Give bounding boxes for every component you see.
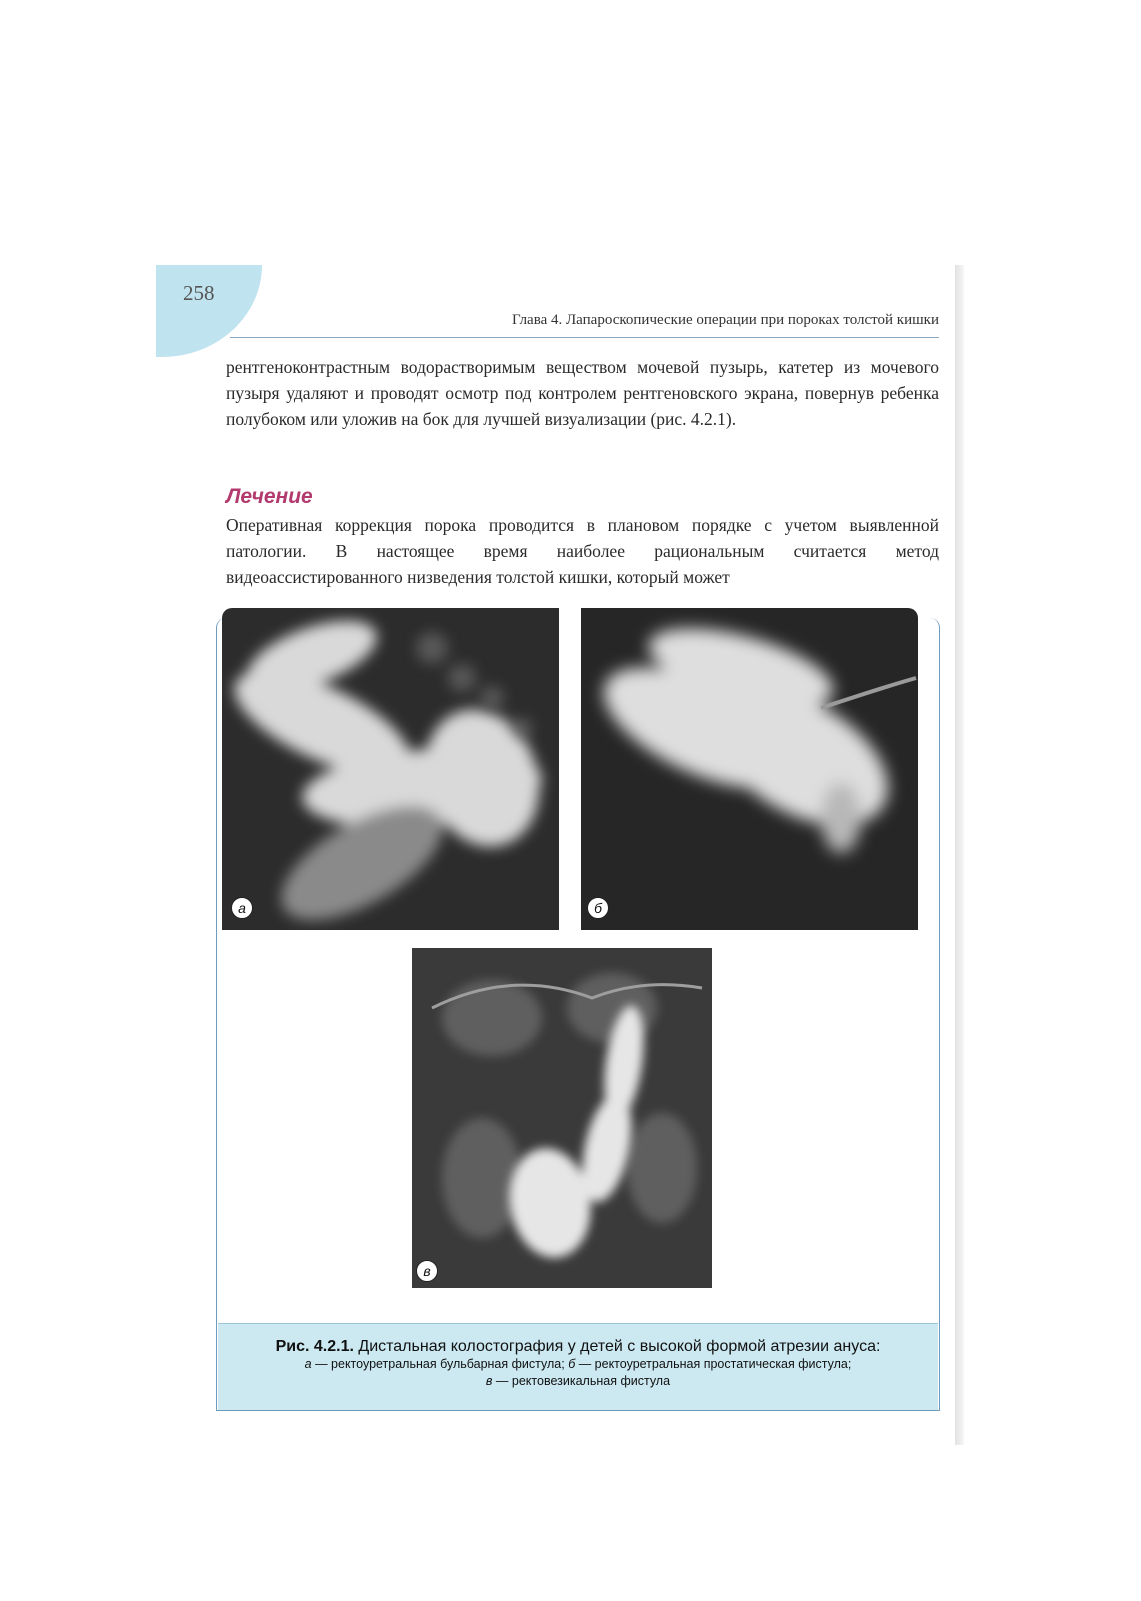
caption-a-text: ректоуретральная бульбарная фистула;	[331, 1357, 565, 1371]
page-corner-tab	[156, 265, 262, 357]
caption-ref: Рис. 4.2.1.	[275, 1338, 354, 1355]
xray-image-b	[581, 608, 918, 930]
xray-panel-a	[222, 608, 559, 930]
xray-panel-c	[412, 948, 712, 1288]
panel-label-c: в	[416, 1260, 438, 1282]
paragraph-2: Оперативная коррекция порока проводится в плановом порядке с учетом выявленной патологии. В настоящее время наиболее рациональным считается метод видеоассистированного низведения толстой кишки, который может	[226, 515, 939, 587]
xray-image-a	[222, 608, 559, 930]
caption-title-line	[218, 1338, 938, 1356]
page-number: 258	[183, 281, 215, 305]
caption-b-text: ректоуретральная простатическая фистула;	[594, 1357, 852, 1371]
page-edge-shadow	[955, 265, 964, 1445]
caption-c-text: ректовезикальная фистула	[511, 1374, 671, 1388]
panel-label-a: а	[231, 897, 253, 919]
running-head: Глава 4. Лапароскопические операции при пороках толстой кишки	[512, 312, 939, 328]
header-rule	[230, 337, 939, 338]
panel-label-b: б	[587, 897, 609, 919]
paragraph-1: рентгеноконтрастным водорастворимым веществом мочевой пузырь, катетер из мочевого пузыря удаляют и проводят осмотр под контролем рентгеновского экрана, повернув ребенка полубоком или уложив на бок для лучшей визуализации (рис. 4.2.1).	[226, 357, 939, 429]
section-title: Лечение	[226, 485, 313, 508]
caption-line-1: а — ректоуретральная бульбарная фистула; б — ректоуретральная простатическая фистула;	[304, 1357, 852, 1371]
figure-caption	[218, 1323, 938, 1410]
figure-4-2-1	[216, 618, 940, 1411]
xray-image-c	[412, 948, 712, 1288]
caption-b-label: б	[568, 1357, 576, 1371]
caption-line-2: в — ректовезикальная фистула	[485, 1374, 671, 1388]
caption-c-label: в	[485, 1374, 493, 1388]
caption-title: Дистальная колостография у детей с высокой формой атрезии ануса:	[358, 1338, 881, 1355]
xray-panel-b	[581, 608, 918, 930]
caption-a-label: а	[304, 1357, 312, 1371]
